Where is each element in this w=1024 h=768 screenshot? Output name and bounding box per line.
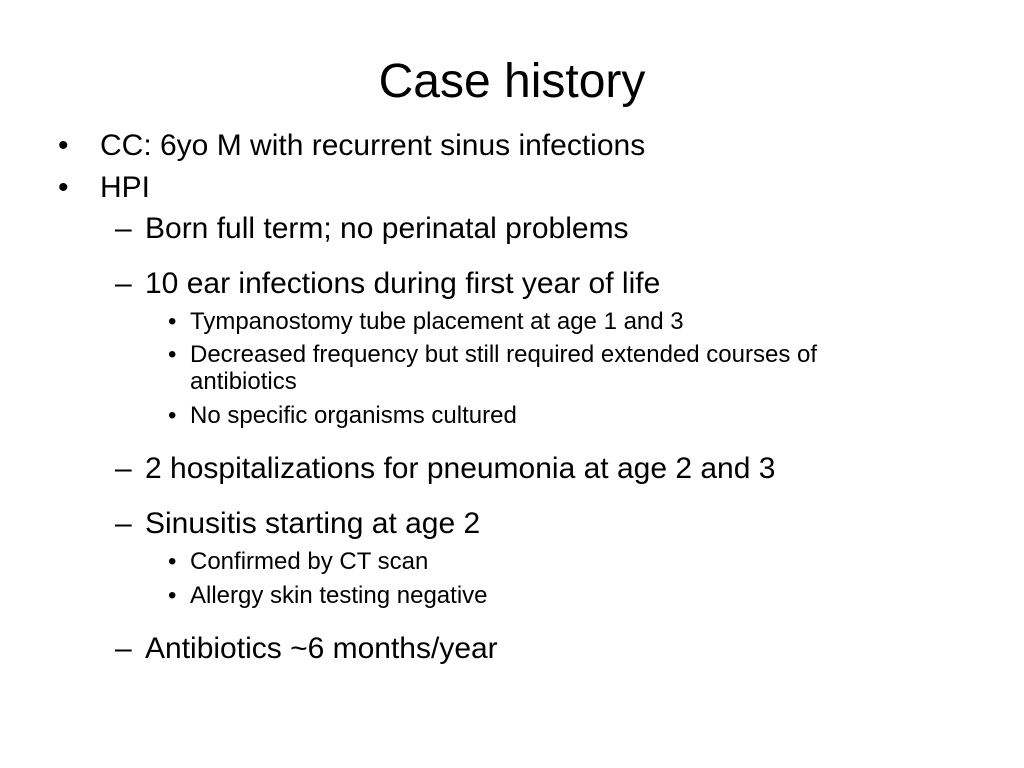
detail-ct-scan xyxy=(168,548,429,575)
dash-marker: – xyxy=(115,267,132,300)
detail-no-organisms xyxy=(168,402,517,429)
bullet-marker: • xyxy=(168,548,177,575)
bullet-text: HPI xyxy=(100,171,151,204)
subbullet-born-full-term xyxy=(115,211,629,247)
detail-text-continued: antibiotics xyxy=(190,368,297,395)
subbullet-hospitalizations xyxy=(115,451,776,487)
bullet-marker: • xyxy=(168,341,177,368)
subbullet-text: 2 hospitalizations for pneumonia at age 2 and 3 xyxy=(145,452,776,485)
detail-text: Allergy skin testing negative xyxy=(190,582,488,609)
dash-marker: – xyxy=(115,507,132,540)
detail-decreased-frequency xyxy=(168,341,818,368)
subbullet-text: Antibiotics ~6 months/year xyxy=(145,632,498,665)
bullet-chief-complaint xyxy=(58,128,646,164)
detail-decreased-frequency-continued xyxy=(190,368,297,395)
bullet-marker: • xyxy=(58,129,69,162)
slide-title: Case history xyxy=(378,55,646,108)
dash-marker: – xyxy=(115,212,132,245)
bullet-marker: • xyxy=(168,308,177,335)
subbullet-ear-infections xyxy=(115,266,661,302)
dash-marker: – xyxy=(115,452,132,485)
bullet-marker: • xyxy=(168,582,177,609)
bullet-hpi xyxy=(58,170,151,206)
dash-marker: – xyxy=(115,632,132,665)
detail-text: No specific organisms cultured xyxy=(190,402,517,429)
detail-text: Decreased frequency but still required extended courses of xyxy=(190,341,818,368)
subbullet-sinusitis xyxy=(115,506,481,542)
detail-text: Confirmed by CT scan xyxy=(190,548,429,575)
bullet-marker: • xyxy=(58,171,69,204)
subbullet-text: 10 ear infections during first year of life xyxy=(145,267,661,300)
detail-text: Tympanostomy tube placement at age 1 and 3 xyxy=(190,308,684,335)
subbullet-antibiotics xyxy=(115,631,498,667)
bullet-marker: • xyxy=(168,402,177,429)
bullet-text: CC: 6yo M with recurrent sinus infections xyxy=(100,129,646,162)
detail-allergy-testing xyxy=(168,582,488,609)
subbullet-text: Sinusitis starting at age 2 xyxy=(145,507,481,540)
subbullet-text: Born full term; no perinatal problems xyxy=(145,212,629,245)
detail-tympanostomy xyxy=(168,308,684,335)
